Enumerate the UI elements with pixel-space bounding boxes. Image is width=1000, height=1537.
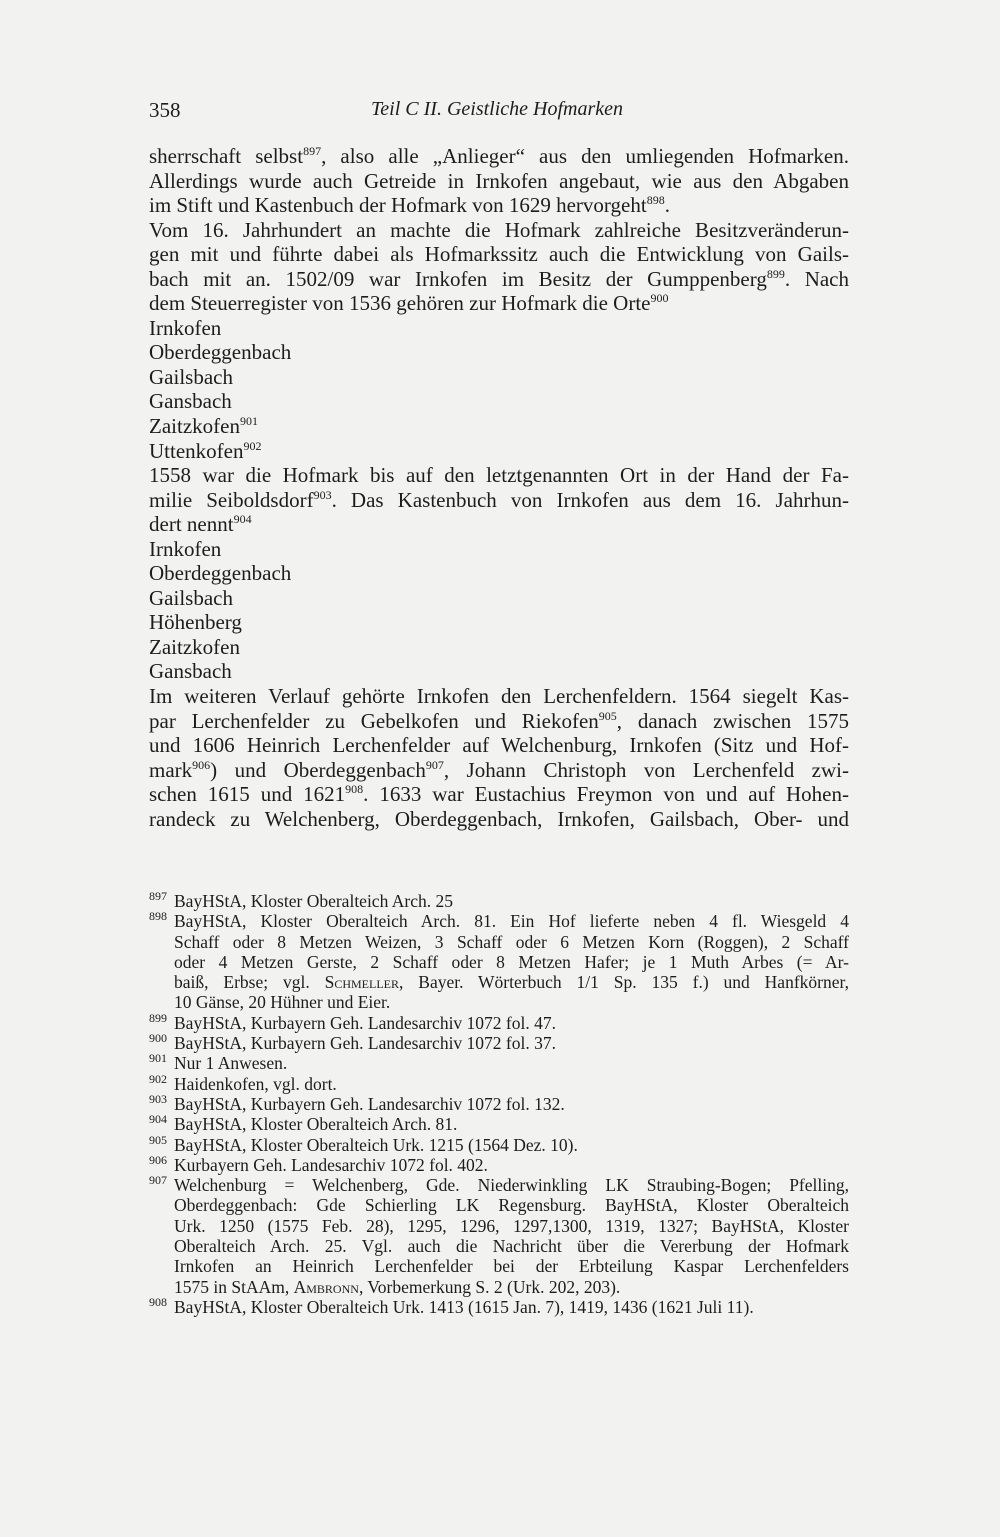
line-text: , danach zwischen 1575 bbox=[616, 708, 850, 733]
line-text: oder 4 Metzen Gerste, 2 Schaff oder 8 Metzen Hafer; je 1 Muth Arbes (= Ar- bbox=[174, 951, 849, 972]
author-name: Schmeller bbox=[324, 972, 400, 993]
footnote-number: 898 bbox=[149, 909, 167, 924]
line-text: randeck zu Welchenberg, Oberdeggenbach, Irnkofen, Gailsbach, Ober- und bbox=[149, 806, 849, 831]
body-line bbox=[149, 733, 849, 758]
footnote-text bbox=[174, 891, 849, 911]
footnote bbox=[149, 1091, 849, 1114]
body-line bbox=[149, 561, 849, 586]
footnote-ref: 906 bbox=[192, 757, 211, 772]
line-text: BayHStA, Kloster Oberalteich Arch. 81. Ein Hof lieferte neben 4 fl. Wiesgeld 4 bbox=[174, 911, 849, 932]
footnote-line bbox=[174, 1236, 849, 1256]
footnote-line bbox=[174, 932, 849, 952]
footnote bbox=[149, 1053, 849, 1073]
line-text: ) und Oberdeggenbach bbox=[210, 757, 426, 782]
footnote-number: 900 bbox=[149, 1031, 167, 1046]
body-line bbox=[149, 439, 849, 464]
line-text: Schaff oder 8 Metzen Weizen, 3 Schaff oder 6 Metzen Korn (Roggen), 2 Schaff bbox=[174, 931, 849, 952]
line-text: Oberdeggenbach: Gde Schierling LK Regensburg. BayHStA, Kloster Oberalteich bbox=[174, 1195, 849, 1216]
footnote-line bbox=[174, 992, 849, 1012]
body-line bbox=[149, 684, 849, 709]
footnote-number: 905 bbox=[149, 1132, 167, 1147]
footnote-ref: 898 bbox=[646, 193, 665, 208]
body-line bbox=[149, 267, 849, 292]
line-text: Uttenkofen bbox=[149, 438, 244, 463]
footnote bbox=[149, 1294, 849, 1317]
footnote-line bbox=[174, 911, 849, 931]
body-line bbox=[149, 218, 849, 243]
body-line bbox=[149, 807, 849, 832]
line-text: Vom 16. Jahrhundert an machte die Hofmark zahlreiche Besitzveränderun- bbox=[149, 217, 849, 242]
footnote-line bbox=[174, 1155, 849, 1175]
footnote-line bbox=[174, 1074, 849, 1094]
body-line bbox=[149, 340, 849, 365]
footnote-line bbox=[174, 952, 849, 972]
footnote-ref: 899 bbox=[766, 266, 785, 281]
line-text: Urk. 1250 (1575 Feb. 28), 1295, 1296, 1297,1300, 1319, 1327; BayHStA, Kloster bbox=[174, 1215, 849, 1236]
body-line bbox=[149, 512, 849, 537]
running-head: Teil C II. Geistliche Hofmarken bbox=[371, 98, 624, 120]
footnote-text bbox=[174, 1074, 849, 1094]
line-text: sherrschaft selbst bbox=[149, 144, 304, 168]
footnote-line bbox=[174, 1013, 849, 1033]
page-number: 358 bbox=[149, 98, 181, 122]
footnote-number: 899 bbox=[149, 1010, 167, 1025]
line-text: BayHStA, Kloster Oberalteich Urk. 1215 (1564 Dez. 10). bbox=[174, 1134, 578, 1155]
line-text: BayHStA, Kurbayern Geh. Landesarchiv 1072 fol. 37. bbox=[174, 1033, 556, 1054]
line-text: , Bayer. Wörterbuch 1/1 Sp. 135 f.) und Hanfkörner, bbox=[399, 972, 849, 993]
body-line bbox=[149, 316, 849, 341]
footnote bbox=[149, 911, 849, 1012]
footnote-ref: 897 bbox=[303, 144, 322, 158]
footnote-ref: 908 bbox=[345, 782, 364, 797]
line-text: Irnkofen an Heinrich Lerchenfelder bei der Erbteilung Kaspar Lerchenfelders bbox=[174, 1256, 849, 1277]
body-line bbox=[149, 144, 849, 169]
line-text: . Nach bbox=[784, 266, 850, 291]
line-text: Gailsbach bbox=[149, 364, 233, 389]
footnote-number: 903 bbox=[149, 1091, 167, 1106]
line-text: Höhenberg bbox=[149, 610, 242, 635]
page-header bbox=[149, 98, 849, 128]
line-text: schen 1615 und 1621 bbox=[149, 782, 346, 807]
footnotes bbox=[149, 891, 849, 1317]
line-text: milie Seiboldsdorf bbox=[149, 487, 314, 512]
body-line bbox=[149, 242, 849, 267]
footnote bbox=[149, 891, 849, 911]
line-text: . bbox=[664, 193, 670, 218]
line-text: im Stift und Kastenbuch der Hofmark von 1629 hervorgeht bbox=[149, 193, 647, 218]
footnote-ref: 903 bbox=[313, 487, 332, 502]
footnote-number: 901 bbox=[149, 1051, 167, 1066]
line-text: Irnkofen bbox=[149, 315, 222, 340]
footnote-line bbox=[174, 1175, 849, 1195]
footnote-line bbox=[174, 1135, 849, 1155]
line-text: dert nennt bbox=[149, 512, 234, 537]
footnote-line bbox=[174, 972, 849, 992]
footnote-line bbox=[174, 1216, 849, 1236]
line-text: Oberdeggenbach bbox=[149, 561, 292, 586]
footnote-number: 904 bbox=[149, 1112, 167, 1127]
line-text: baiß, Erbse; vgl. bbox=[174, 972, 325, 993]
footnote-number: 906 bbox=[149, 1152, 167, 1167]
line-text: Gailsbach bbox=[149, 585, 233, 610]
body-line bbox=[149, 488, 849, 513]
footnote-text bbox=[174, 1155, 849, 1175]
line-text: Haidenkofen, vgl. dort. bbox=[174, 1073, 337, 1094]
line-text: . 1633 war Eustachius Freymon von und auf Hohen- bbox=[363, 782, 849, 807]
body-line bbox=[149, 610, 849, 635]
line-text: 10 Gänse, 20 Hühner und Eier. bbox=[174, 992, 391, 1013]
line-text: BayHStA, Kloster Oberalteich Arch. 25 bbox=[174, 891, 453, 911]
body-line bbox=[149, 635, 849, 660]
line-text: Kurbayern Geh. Landesarchiv 1072 fol. 402. bbox=[174, 1154, 488, 1175]
footnote-line bbox=[174, 1256, 849, 1276]
line-text: Zaitzkofen bbox=[149, 634, 240, 659]
footnote-line bbox=[174, 1297, 849, 1317]
body-line bbox=[149, 586, 849, 611]
line-text: par Lerchenfelder zu Gebelkofen und Riekofen bbox=[149, 708, 599, 733]
line-text: , also alle „Anlieger“ aus den umliegenden Hofmarken. bbox=[321, 144, 849, 168]
footnote bbox=[149, 1152, 849, 1175]
line-text: bach mit an. 1502/09 war Irnkofen im Besitz der Gumppenberg bbox=[149, 266, 767, 291]
body-line bbox=[149, 389, 849, 414]
footnote-ref: 900 bbox=[650, 291, 669, 306]
line-text: 1558 war die Hofmark bis auf den letztgenannten Ort in der Hand der Fa- bbox=[149, 463, 849, 488]
line-text: und 1606 Heinrich Lerchenfelder auf Welchenburg, Irnkofen (Sitz und Hof- bbox=[149, 733, 849, 758]
body-line bbox=[149, 414, 849, 439]
body-line bbox=[149, 193, 849, 218]
line-text: Gansbach bbox=[149, 389, 232, 414]
footnote-text bbox=[174, 1114, 849, 1134]
footnote-text bbox=[174, 1297, 849, 1317]
line-text: gen mit und führte dabei als Hofmarkssitz auch die Entwicklung von Gails- bbox=[149, 242, 849, 267]
footnote-ref: 907 bbox=[425, 757, 444, 772]
line-text: BayHStA, Kloster Oberalteich Urk. 1413 (1615 Jan. 7), 1419, 1436 (1621 Juli 11). bbox=[174, 1296, 754, 1317]
line-text: Zaitzkofen bbox=[149, 414, 240, 439]
footnote-number: 907 bbox=[149, 1173, 167, 1188]
footnote-ref: 904 bbox=[233, 512, 252, 527]
footnote-text bbox=[174, 1033, 849, 1053]
footnote bbox=[149, 1071, 849, 1094]
footnote-text bbox=[174, 1135, 849, 1155]
body-line bbox=[149, 659, 849, 684]
footnote-text bbox=[174, 1013, 849, 1033]
footnote-number: 908 bbox=[149, 1294, 167, 1309]
footnote bbox=[149, 1010, 849, 1033]
footnote-text bbox=[174, 1053, 849, 1073]
body-text bbox=[149, 144, 849, 831]
line-text: Oberdeggenbach bbox=[149, 340, 292, 365]
line-text: Nur 1 Anwesen. bbox=[174, 1053, 288, 1074]
line-text: mark bbox=[149, 757, 193, 782]
line-text: , Johann Christoph von Lerchenfeld zwi- bbox=[443, 757, 849, 782]
footnote-line bbox=[174, 1094, 849, 1114]
body-line bbox=[149, 169, 849, 194]
footnote-ref: 902 bbox=[243, 438, 262, 453]
line-text: , Vorbemerkung S. 2 (Urk. 202, 203). bbox=[358, 1276, 621, 1297]
footnote-text bbox=[174, 911, 849, 1012]
footnote bbox=[149, 1132, 849, 1155]
line-text: BayHStA, Kurbayern Geh. Landesarchiv 1072 fol. 132. bbox=[174, 1093, 565, 1114]
footnote-line bbox=[174, 1033, 849, 1053]
footnote-text bbox=[174, 1175, 849, 1297]
body-line bbox=[149, 463, 849, 488]
body-line bbox=[149, 758, 849, 783]
footnote bbox=[149, 1033, 849, 1053]
line-text: 1575 in StAAm, bbox=[174, 1276, 294, 1297]
footnote bbox=[149, 1175, 849, 1297]
line-text: Irnkofen bbox=[149, 536, 222, 561]
line-text: BayHStA, Kloster Oberalteich Arch. 81. bbox=[174, 1114, 458, 1135]
line-text: Gansbach bbox=[149, 659, 232, 684]
footnote bbox=[149, 1114, 849, 1134]
body-line bbox=[149, 537, 849, 562]
body-line bbox=[149, 291, 849, 316]
footnote-ref: 901 bbox=[239, 414, 258, 429]
body-line bbox=[149, 709, 849, 734]
footnote-number: 902 bbox=[149, 1071, 167, 1086]
footnote-line bbox=[174, 1195, 849, 1215]
footnote-line bbox=[174, 1114, 849, 1134]
footnote-text bbox=[174, 1094, 849, 1114]
footnote-line bbox=[174, 891, 849, 911]
body-line bbox=[149, 365, 849, 390]
line-text: Oberalteich Arch. 25. Vgl. auch die Nachricht über die Vererbung der Hofmark bbox=[174, 1236, 849, 1257]
author-name: Ambronn bbox=[293, 1276, 359, 1297]
line-text: Welchenburg = Welchenberg, Gde. Niederwinkling LK Straubing-Bogen; Pfelling, bbox=[174, 1175, 849, 1196]
footnote-ref: 905 bbox=[598, 708, 617, 723]
line-text: BayHStA, Kurbayern Geh. Landesarchiv 1072 fol. 47. bbox=[174, 1012, 556, 1033]
line-text: dem Steuerregister von 1536 gehören zur Hofmark die Orte bbox=[149, 291, 651, 316]
body-line bbox=[149, 782, 849, 807]
line-text: . Das Kastenbuch von Irnkofen aus dem 16. Jahrhun- bbox=[331, 487, 849, 512]
footnote-line bbox=[174, 1277, 849, 1297]
footnote-number: 897 bbox=[149, 889, 167, 903]
line-text: Allerdings wurde auch Getreide in Irnkofen angebaut, wie aus den Abgaben bbox=[149, 168, 849, 193]
line-text: Im weiteren Verlauf gehörte Irnkofen den Lerchenfeldern. 1564 siegelt Kas- bbox=[149, 684, 849, 709]
footnote-line bbox=[174, 1053, 849, 1073]
